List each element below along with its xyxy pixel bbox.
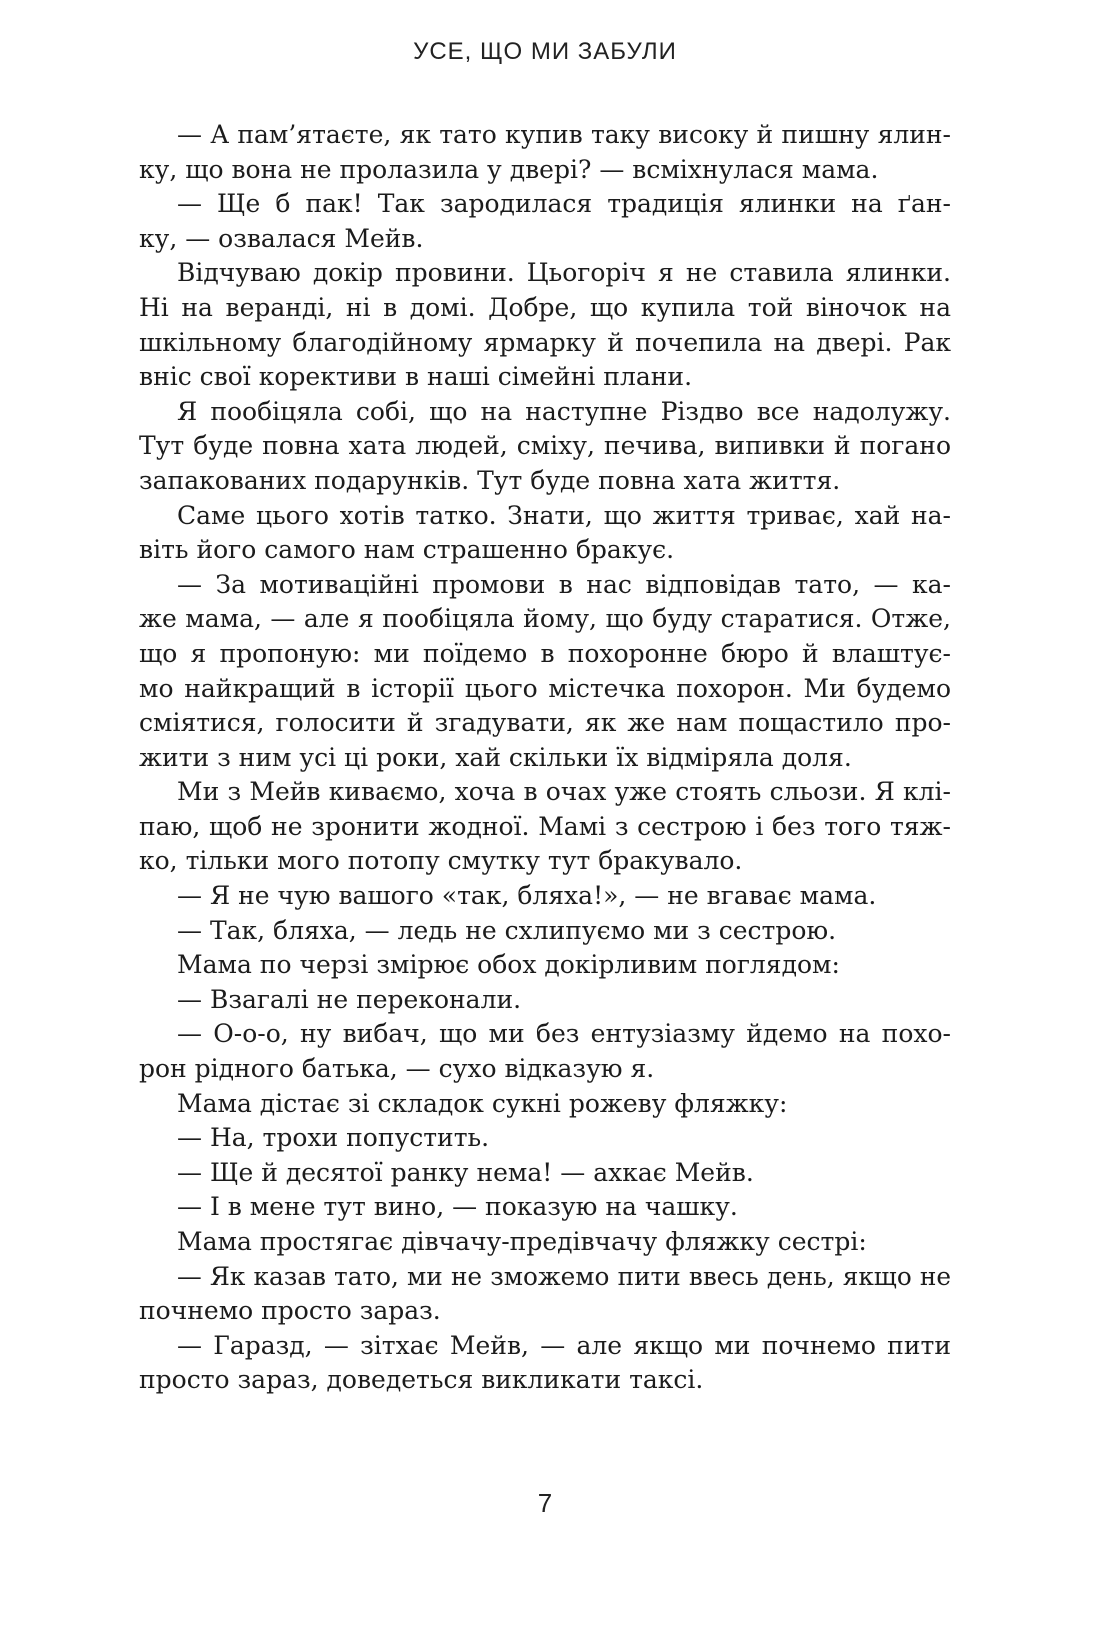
text-line: жити з ним усі ці роки, хай скільки їх відміряла доля. (139, 742, 852, 772)
text-line: ко, тільки мого потопу смутку тут бракувало. (139, 846, 743, 876)
text-line: — О-о-о, ну вибач, що ми без ентузіазму йдемо на похо- (177, 1019, 951, 1049)
text-line: що я пропоную: ми поїдемо в похоронне бюро й влаштує- (139, 638, 951, 668)
text-line: вніс свої корективи в наші сімейні плани. (139, 362, 693, 392)
text-line: — Я не чую вашого «так, бляха!», — не вгаває мама. (177, 881, 877, 911)
text-line: — На, трохи попустить. (177, 1123, 490, 1153)
text-line: — Гаразд, — зітхає Мейв, — але якщо ми почнемо пити (177, 1330, 951, 1360)
text-line: — А пам’ятаєте, як тато купив таку високу й пишну ялин- (177, 120, 951, 149)
text-line: Тут буде повна хата людей, сміху, печива, випивки й погано (139, 431, 951, 461)
text-line: шкільному благодійному ярмарку й почепила на двері. Рак (139, 327, 951, 357)
text-line: мо найкращий в історії цього містечка похорон. Ми будемо (139, 673, 951, 703)
text-line: віть його самого нам страшенно бракує. (139, 535, 675, 565)
text-line: же мама, — але я пообіцяла йому, що буду старатися. Отже, (139, 604, 951, 634)
text-line: ку, що вона не пролазила у двері? — всміхнулася мама. (139, 154, 879, 184)
text-line: паю, щоб не зронити жодної. Мамі з сестрою і без того тяж- (139, 811, 951, 841)
text-line: Саме цього хотів татко. Знати, що життя триває, хай на- (177, 500, 951, 530)
text-line: Мама по черзі змірює обох докірливим поглядом: (177, 950, 840, 980)
text-line: — Ще й десятої ранку нема! — ахкає Мейв. (177, 1157, 754, 1187)
text-line: Мама простягає дівчачу-предівчачу фляжку сестрі: (177, 1227, 867, 1256)
text-line: — Як казав тато, ми не зможемо пити ввесь день, якщо не (177, 1261, 951, 1291)
text-line: Я пообіцяла собі, що на наступне Різдво все надолужу. (177, 396, 951, 426)
text-line: рон рідного батька, — сухо відказую я. (139, 1054, 655, 1084)
text-line: запакованих подарунків. Тут буде повна хата життя. (139, 465, 841, 495)
text-line: почнемо просто зараз. (139, 1296, 441, 1326)
text-line: Ми з Мейв киваємо, хоча в очах уже стоять сльози. Я клі- (177, 777, 951, 807)
text-line: сміятися, голосити й згадувати, як же нам пощастило про- (139, 708, 951, 738)
text-line: — Ще б пак! Так зародилася традиція ялинки на ґан- (177, 189, 951, 219)
running-title: УСЕ, ЩО МИ ЗАБУЛИ (413, 38, 677, 65)
page-number: 7 (537, 1488, 553, 1518)
text-line: — За мотиваційні промови в нас відповідав тато, — ка- (177, 569, 951, 599)
text-line: — І в мене тут вино, — показую на чашку. (177, 1192, 738, 1222)
text-line: просто зараз, доведеться викликати таксі. (139, 1365, 704, 1395)
text-line: Відчуваю докір провини. Цьогоріч я не ставила ялинки. (177, 258, 951, 288)
text-line: Ні на веранді, ні в домі. Добре, що купила той віночок на (139, 292, 951, 322)
body-text (139, 118, 951, 1398)
text-line: Мама дістає зі складок сукні рожеву фляжку: (177, 1088, 788, 1118)
text-line: ку, — озвалася Мейв. (139, 223, 424, 253)
text-line: — Так, бляха, — ледь не схлипуємо ми з сестрою. (177, 915, 837, 945)
text-line: — Взагалі не переконали. (177, 984, 522, 1014)
